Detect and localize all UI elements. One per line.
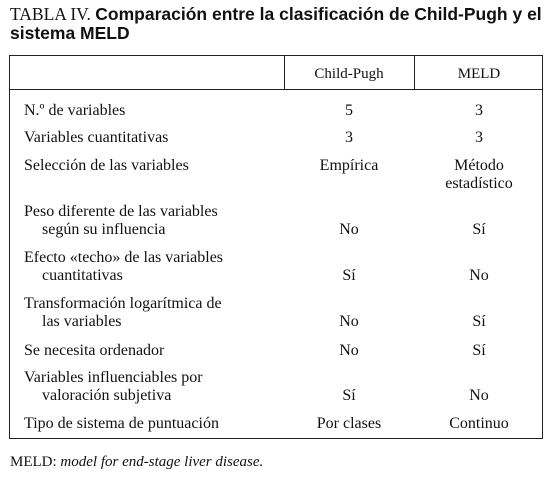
row-label: Variables cuantitativas (24, 129, 169, 146)
meld-value: 3 (475, 102, 483, 119)
column-header-meld: MELD (457, 66, 501, 82)
row-label: Tipo de sistema de puntuación (24, 415, 219, 432)
table-title (10, 5, 550, 43)
meld-value: Sí (472, 313, 486, 330)
footnote-definition: model for end-stage liver disease. (60, 454, 264, 470)
meld-value: Método estadístico (445, 157, 513, 192)
meld-value: Continuo (449, 415, 509, 432)
column-header-child-pugh: Child-Pugh (314, 66, 384, 82)
child-pugh-value: 3 (345, 129, 353, 146)
table-header-row (10, 56, 542, 90)
child-pugh-value: Empírica (319, 157, 379, 174)
child-pugh-value: 5 (345, 102, 353, 119)
row-label: N.º de variables (24, 102, 126, 119)
comparison-table (9, 55, 543, 439)
child-pugh-value: Por clases (316, 415, 382, 432)
table-caption: Comparación entre la clasificación de Child-Pugh y el sistema MELD (10, 4, 542, 43)
meld-value: Sí (472, 342, 486, 359)
meld-value: No (469, 267, 489, 284)
child-pugh-value: No (339, 342, 359, 359)
child-pugh-value: Sí (342, 267, 356, 284)
row-label: Variables influenciables por valoración subjetiva (24, 369, 203, 404)
table-footnote (10, 453, 263, 471)
child-pugh-value: No (339, 313, 359, 330)
table-number: TABLA IV. (10, 4, 91, 24)
meld-value: 3 (475, 129, 483, 146)
row-label: Se necesita ordenador (24, 342, 165, 359)
meld-value: Sí (472, 221, 486, 238)
row-label: Selección de las variables (24, 157, 189, 174)
row-label: Efecto «techo» de las variables cuantitativas (24, 249, 224, 284)
footnote-abbreviation: MELD: (10, 454, 57, 470)
meld-value: No (469, 387, 489, 404)
child-pugh-value: Sí (342, 387, 356, 404)
child-pugh-value: No (339, 221, 359, 238)
row-label: Transformación logarítmica de las variables (24, 295, 222, 330)
row-label: Peso diferente de las variables según su influencia (24, 203, 218, 238)
